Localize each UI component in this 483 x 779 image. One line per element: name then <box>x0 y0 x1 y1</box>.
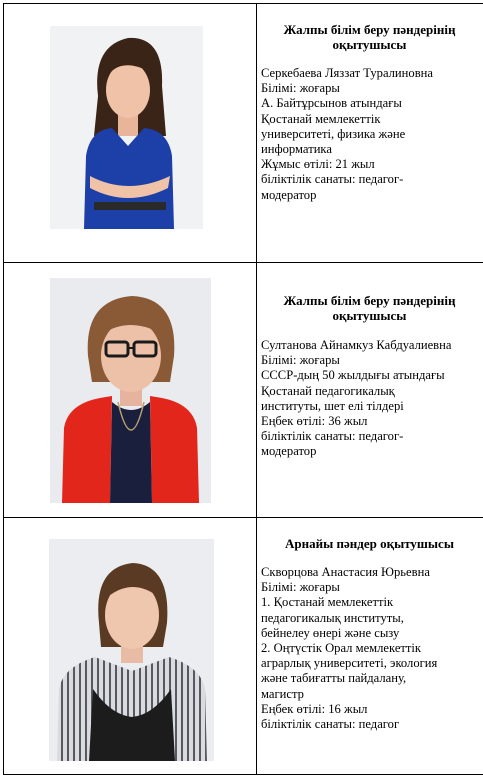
portrait-image <box>50 278 211 503</box>
staff-table <box>3 3 483 775</box>
detail-line: А. Байтұрсынов атындағы <box>261 96 402 111</box>
detail-line: Еңбек өтілі: 16 жыл <box>261 701 368 716</box>
detail-line: біліктілік санаты: педагог <box>261 717 400 732</box>
detail-line: бейнелеу өнері және сызу <box>261 625 400 640</box>
detail-line: Білімі: жоғары <box>261 580 340 595</box>
photo-cell <box>4 263 257 518</box>
info-cell <box>257 4 483 263</box>
staff-details <box>261 565 483 732</box>
role-title <box>261 293 483 323</box>
detail-line: СССР-дың 50 жылдығы атындағы <box>261 368 445 383</box>
staff-name: Серкебаева Ляззат Туралиновна <box>261 66 433 80</box>
role-title <box>261 536 483 551</box>
detail-line: Еңбек өтілі: 36 жыл <box>261 414 368 429</box>
detail-line: Қостанай мемлекеттік <box>261 111 381 126</box>
detail-line: институты, шет елі тілдері <box>261 398 404 413</box>
detail-line: магистр <box>261 686 304 701</box>
staff-name: Султанова Айнамкуз Кабдуалиевна <box>261 338 452 352</box>
staff-details <box>261 338 483 460</box>
portrait-image <box>49 539 214 761</box>
detail-line: аграрлық университеті, экология <box>261 656 438 671</box>
portrait-photo <box>50 26 203 229</box>
portrait-photo <box>49 539 214 761</box>
role-title-line: оқытушысы <box>332 37 407 52</box>
role-title-line: Жалпы білім беру пәндерінің <box>283 293 456 308</box>
staff-name: Скворцова Анастасия Юрьевна <box>261 565 430 579</box>
info-cell <box>257 263 483 518</box>
detail-line: педагогикалық институты, <box>261 610 404 625</box>
detail-line: және табиғатты пайдалану, <box>261 671 407 686</box>
detail-line: 2. Оңтүстік Орал мемлекеттік <box>261 641 422 656</box>
staff-row <box>4 263 483 518</box>
detail-line: модератор <box>261 187 317 202</box>
role-title <box>261 22 483 52</box>
detail-line: модератор <box>261 444 317 459</box>
staff-row <box>4 4 483 263</box>
role-title-line: оқытушысы <box>332 308 407 323</box>
portrait-image <box>50 26 203 229</box>
detail-line: 1. Қостанай мемлекеттік <box>261 595 394 610</box>
role-title-line: Жалпы білім беру пәндерінің <box>283 22 456 37</box>
portrait-photo <box>50 278 211 503</box>
photo-cell <box>4 4 257 263</box>
staff-details <box>261 66 483 203</box>
photo-cell <box>4 518 257 775</box>
info-cell <box>257 518 483 775</box>
detail-line: информатика <box>261 142 332 157</box>
role-title-line: Арнайы пәндер оқытушысы <box>285 536 454 551</box>
staff-row <box>4 518 483 775</box>
detail-line: университеті, физика және <box>261 126 406 141</box>
detail-line: біліктілік санаты: педагог- <box>261 172 404 187</box>
detail-line: Жұмыс өтілі: 21 жыл <box>261 157 375 172</box>
detail-line: Білімі: жоғары <box>261 81 340 96</box>
detail-line: Қостанай педагогикалық <box>261 383 395 398</box>
detail-line: Білімі: жоғары <box>261 353 340 368</box>
detail-line: біліктілік санаты: педагог- <box>261 429 404 444</box>
